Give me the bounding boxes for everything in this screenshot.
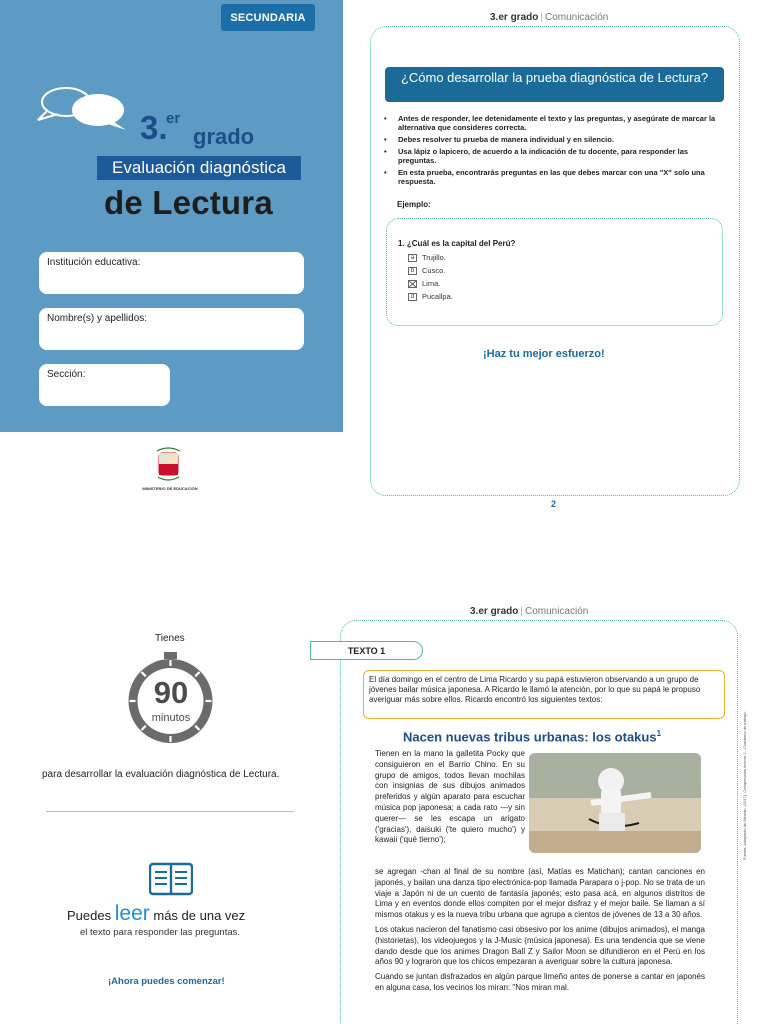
option-b[interactable] [408, 266, 445, 275]
puedes-prefix: Puedes [67, 908, 112, 923]
grade-word: grado [193, 124, 255, 149]
example-question: 1. ¿Cuál es la capital del Perú? [398, 239, 516, 248]
evaluation-band: Evaluación diagnóstica [97, 156, 301, 180]
option-text: Cusco. [422, 266, 446, 275]
level-tab: SECUNDARIA [221, 4, 315, 31]
reread-message [67, 902, 245, 926]
section-field[interactable] [39, 364, 170, 406]
page-number: 2 [551, 499, 557, 509]
national-crest-icon [155, 445, 182, 483]
grade-number: 3. [140, 109, 168, 146]
intro-box: El día domingo en el centro de Lima Ricardo y su papá estuvieron observando a un grupo de jóvenes bailar música japonesa. A Ricardo le llamó la atención, por lo que su papá le propuso averiguar más sobre ellos. Ricardo encontró los siguientes textos: [363, 670, 725, 719]
start-message: ¡Ahora puedes comenzar! [108, 976, 225, 987]
open-book-icon [149, 861, 193, 897]
page-header: 3.er grado | Comunicación [490, 12, 609, 23]
instruction-item: • Antes de responder, lee detenidamente el texto y las preguntas, y asegúrate de marcar la alternativa que consideres correcta. [384, 114, 728, 132]
option-a[interactable] [408, 253, 446, 262]
article-title [403, 729, 661, 744]
grade-superscript: er [166, 110, 181, 127]
source-note: Fuente: Adaptado de Minedu. (2017). Comprensión lectora 2 - Cuaderno de trabajo. [742, 711, 747, 860]
article-paragraph: se agregan -chan al final de su nombre (así, Matías es Matichan); cantan canciones en japonés, y bailan una danza tipo electrónica-pop llamada Parapara o j-pop. No se trata de un viaje a Japón ni de un cuento de fantasía japonés; esto pasa acá, en algunos distritos de Lima y en eventos donde ellos compiten por el mejor disfraz y el mejor baile. Se llaman a sí mismos otakus y es la nueva tribu urbana que agrupa a cientos de jóvenes de 13 a 30 años. [375, 867, 705, 920]
puedes-emphasis: leer [114, 902, 150, 925]
institution-label: Institución educativa: [47, 257, 141, 268]
header-grade: 3.er grado [470, 606, 519, 617]
page-header: 3.er grado | Comunicación [470, 606, 589, 617]
tienes-label: Tienes [155, 633, 185, 644]
article-paragraph: Los otakus nacieron del fanatismo casi obsesivo por los anime (dibujos animados), el manga (historietas), los videojuegos y la J-Music (música japonesa). Es una tendencia que se viene dando desde que los animes Dragon Ball Z y Sailor Moon se difundieron en el Perú en los años 90 y lograron que los chicos empezaran a averiguar sobre la cultura japonesa. [375, 924, 705, 967]
institution-field[interactable] [39, 252, 304, 294]
option-c[interactable] [408, 279, 440, 288]
option-text: Trujillo. [422, 253, 446, 262]
minutes-value: 90 [153, 675, 189, 710]
name-field[interactable] [39, 308, 304, 350]
instructions-title: ¿Cómo desarrollar la prueba diagnóstica de Lectura? [385, 67, 724, 102]
name-label: Nombre(s) y apellidos: [47, 313, 148, 324]
option-d[interactable] [408, 292, 453, 301]
instructions-list [384, 114, 728, 189]
instruction-item: • En esta prueba, encontrarás preguntas en las que debes marcar con una "X" solo una respuesta. [384, 168, 728, 186]
header-grade: 3.er grado [490, 12, 539, 23]
reread-subtitle: el texto para responder las preguntas. [80, 927, 241, 938]
article-column-text: Tienen en la mano la galletita Pocky que consiguieron en el Barrio Chino. En su grupo de amigos, todos llevan mochilas con insignias de sus dibujos animados preferidos y algún aparato para escuchar música pop japonesa; a cada rato —y sin querer— se les escapa un arigato ('gracias'), daisuki ('te quiero mucho') y kawaii ('qué tierno'); [375, 749, 525, 845]
text-tab: TEXTO 1 [310, 641, 423, 660]
instruction-item: • Usa lápiz o lapicero, de acuerdo a la indicación de tu docente, para responder las preguntas. [384, 147, 728, 165]
article-body [375, 867, 705, 998]
speech-bubbles-icon [36, 82, 128, 132]
article-title-text: Nacen nuevas tribus urbanas: los otakus [403, 729, 657, 745]
section-label: Sección: [47, 369, 86, 380]
option-letter: a [408, 254, 417, 262]
minutes-label: minutos [151, 712, 191, 724]
option-text: Pucallpa. [422, 292, 453, 301]
puedes-suffix: más de una vez [153, 908, 246, 923]
divider [46, 811, 294, 812]
cosplay-photo [529, 753, 701, 853]
ministry-label: MINISTERIO DE EDUCACIÓN [142, 486, 198, 491]
header-subject: Comunicación [524, 606, 589, 617]
example-label: Ejemplo: [397, 200, 431, 209]
option-letter: d [408, 293, 417, 301]
option-letter: b [408, 267, 417, 275]
instruction-item: • Debes resolver tu prueba de manera individual y en silencio. [384, 135, 728, 144]
marked-x-icon [408, 280, 417, 288]
option-text: Lima. [422, 279, 441, 288]
time-description: para desarrollar la evaluación diagnóstica de Lectura. [42, 769, 280, 780]
subject-title: de Lectura [104, 184, 273, 221]
header-subject: Comunicación [544, 12, 609, 23]
article-paragraph: Cuando se juntan disfrazados en algún parque limeño antes de ponerse a cantar en japonés en alguna casa, los vecinos los miran: "Nos miran mal. [375, 972, 705, 992]
effort-message: ¡Haz tu mejor esfuerzo! [483, 348, 605, 360]
footnote-marker: 1 [656, 729, 662, 738]
